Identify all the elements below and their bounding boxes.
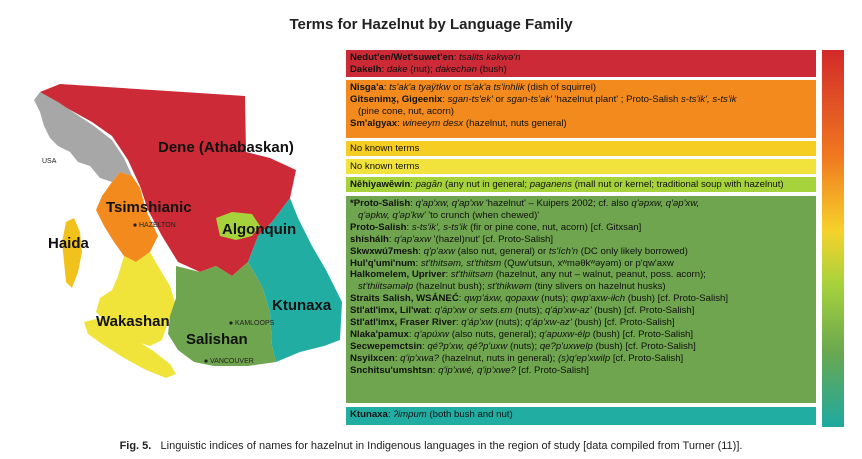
panel-haida: No known terms [346, 141, 816, 156]
vancouver-dot [204, 359, 207, 362]
label-tsimshianic: Tsimshianic [106, 199, 192, 216]
label-usa: USA [42, 158, 57, 165]
language-map [0, 52, 345, 392]
figure-title: Terms for Hazelnut by Language Family [289, 16, 573, 33]
region-haida [62, 218, 82, 288]
kamloops-dot [229, 321, 232, 324]
panel-wakashan: No known terms [346, 159, 816, 174]
figure-caption [0, 440, 862, 452]
caption-label: Fig. 5. [119, 440, 152, 452]
label-salishan: Salishan [186, 331, 248, 348]
label-ktunaxa: Ktunaxa [272, 297, 332, 314]
panel-tsimshianic: Nisga'a: ts'ak'a tyaÿtkw or ts'ak'a ts'inhlik (dish of squirrel) Gitsenimx̱, Gigeenix: sgan-ts'ek' or sgan-ts'ak' 'hazelnut plant' ; Proto-Salish s-ts'ik', s-ts'ik (pine cone, nut, acorn) Sm'algyax: wineeym desx (hazelnut, nuts general) [346, 80, 816, 138]
label-dene: Dene (Athabaskan) [158, 139, 294, 156]
label-wakashan: Wakashan [96, 313, 170, 330]
panel-salishan: *Proto-Salish: q'ap'xw, q'ap'xw 'hazelnut' – Kuipers 2002; cf. also q'əpxw, q'əp'xw, q'əpkw, q'əp'kw' 'to crunch (when chewed)' Proto-Salish: s-ts'ik', s-ts'ik (fir or pine cone, nut, acorn) [cf. Gitxsan] shíshálh: q'ap'axw '(hazel)nut' [cf. Proto-Salish] Skwxwú7mesh: q'p'axw (also nut, general) or ts'ích'n (DC only likely borrowed) Hul'q'umi'num: st'thitsəm, st'thitsm (Quw'utsun, xʷməθkʷəyəm) or p'qw'axw Halkomelem, Upriver: st'thiitsəm (hazelnut, any nut – walnut, peanut, poss. acorn); st'thiitsəməlp (hazelnut bush); st'thikwəm (tiny slivers on hazelnut husks) Straits Salish, WSÁNEĆ: qwp'áxw, qopəxw (nuts); qwp'axw-iłch (bush) [cf. Proto-Salish] Stl'atl'imx, Lil'wat: q'áp'xw or sets.ɛm (nuts); q'áp'xw-az' (bush) [cf. Proto-Salish] Stl'atl'imx, Fraser River: q'áp'xw (nuts); q'áp'xw-az' (bush) [cf. Proto-Salish] Nlaka'pamux: q'apúxw (also nuts, general); q'apuxw-élp (bush) [cf. Proto-Salish] Secwepemctsin: qé?p'xw, qé?p'uxw (nuts); qe?p'uxwelp (bush) [cf. Proto-Salish] Nsyilxcen: q'ip'xwa? (hazelnut, nuts in general); (s)q'ep'xwilp [cf. Proto-Salish] Snchitsu'umshtsn: q'ip'xwé, q'ip'xwe? [cf. Proto-Salish] [346, 196, 816, 403]
label-hazelton: HAZELTON [139, 222, 176, 229]
hazelton-dot [133, 223, 136, 226]
panel-algonquin: Nēhiyawēwin: pagān (any nut in general; paganens (mall nut or kernel; traditional soup with hazelnut) [346, 177, 816, 192]
panel-dene: Nedut'en/Wet'suwet'en: tsalits kəkwə'n Dakelh: dake (nut); dakechən (bush) [346, 50, 816, 77]
caption-text: Linguistic indices of names for hazelnut in Indigenous languages in the region of study [data compiled from Turner (11)]. [160, 440, 743, 452]
label-kamloops: KAMLOOPS [235, 320, 275, 327]
label-haida: Haida [48, 235, 89, 252]
label-algonquin: Algonquin [222, 221, 297, 238]
label-vancouver: VANCOUVER [210, 358, 254, 365]
panel-ktunaxa: Ktunaxa: ʔimpum (both bush and nut) [346, 407, 816, 425]
color-scale-bar [822, 50, 844, 427]
